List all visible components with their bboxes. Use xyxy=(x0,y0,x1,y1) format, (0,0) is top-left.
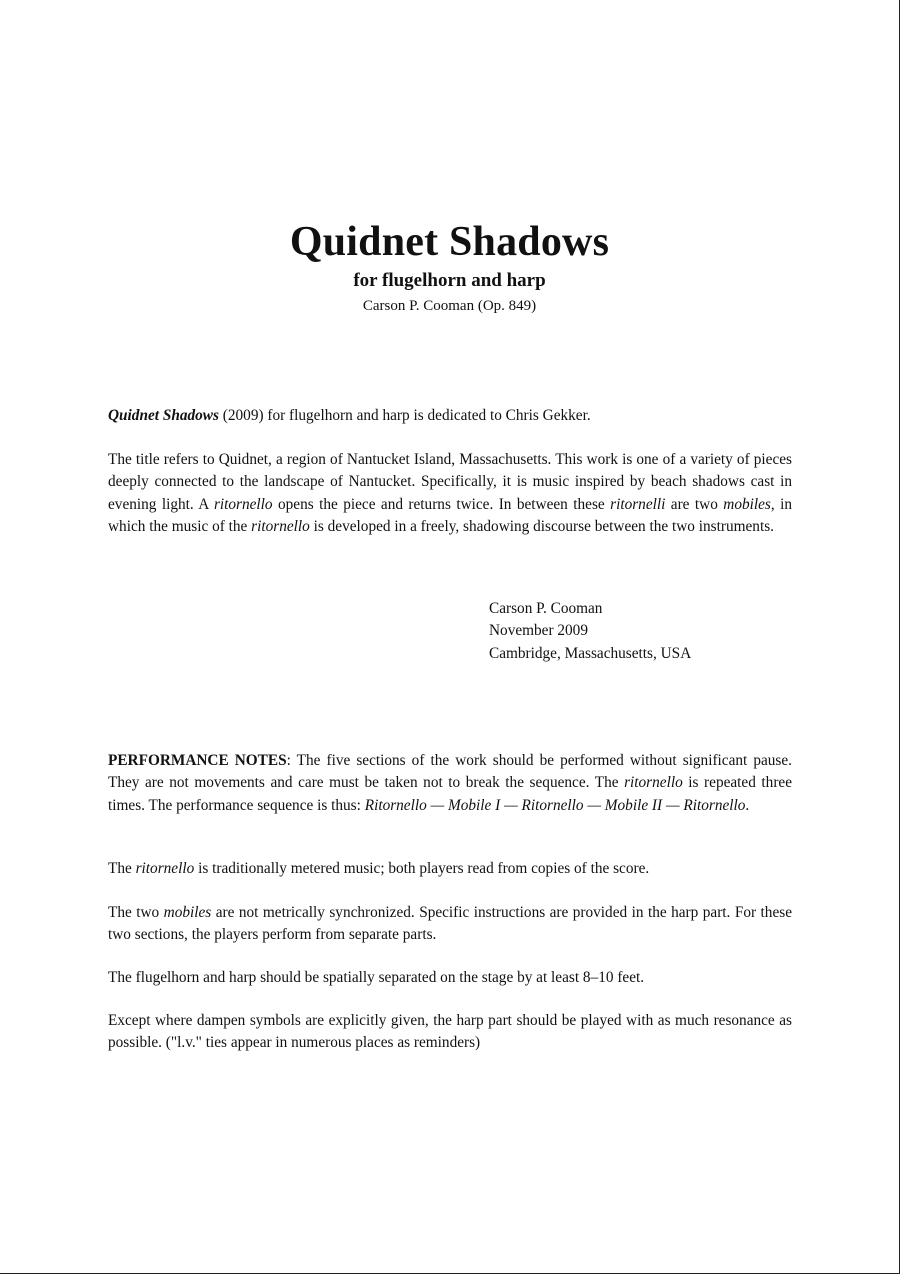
mobiles-term: mobiles xyxy=(723,495,771,513)
performance-sequence: Ritornello — Mobile I — Ritornello — Mobile II — Ritornello xyxy=(364,796,746,814)
ritornello-note xyxy=(108,858,792,880)
composer-line: Carson P. Cooman (Op. 849) xyxy=(362,298,537,314)
ritornello-term: ritornello xyxy=(213,495,273,513)
note-3-text-b: are not metrically synchronized. Specific instructions are provided in the harp part. For these two sections, the players perform from separate parts. xyxy=(108,904,792,944)
description-text-2: opens the piece and returns twice. In between these xyxy=(272,495,611,513)
note-3-text-a: The two xyxy=(108,904,164,921)
description-text-5: is developed in a freely, shadowing discourse between the two instruments. xyxy=(309,518,774,536)
notes-text-2: is repeated three times. The performance sequence is thus: xyxy=(108,774,793,814)
ritornello-term: ritornello xyxy=(624,774,683,792)
description-text-3: are two xyxy=(665,495,724,513)
page-title: Quidnet Shadows xyxy=(289,219,610,265)
spacing-note: The flugelhorn and harp should be spatially separated on the stage by at least 8–10 feet. xyxy=(108,969,645,986)
resonance-note: Except where dampen symbols are explicitly given, the harp part should be played with as much resonance as possible. ("l.v." ties appear in numerous places as reminders) xyxy=(108,1012,792,1052)
notes-text-3: . xyxy=(745,796,750,814)
mobiles-note xyxy=(108,902,792,947)
ritornello-term: ritornello xyxy=(251,518,310,536)
dedication-work-title: Quidnet Shadows xyxy=(108,407,219,424)
page-subtitle: for flugelhorn and harp xyxy=(353,270,546,291)
signature-name: Carson P. Cooman xyxy=(489,600,603,617)
performance-notes-paragraph xyxy=(108,750,792,817)
note-2-text-a: The xyxy=(108,860,136,877)
performance-notes-label: PERFORMANCE NOTES xyxy=(108,752,287,769)
notes-text-1: : The five sections of the work should be performed without significant pause. They are not movements and care must be taken not to break the sequence. The xyxy=(108,752,792,792)
mobiles-term: mobiles xyxy=(163,904,212,921)
signature-place: Cambridge, Massachusetts, USA xyxy=(489,645,692,662)
description-paragraph xyxy=(108,449,792,539)
description-text-4: , in which the music of the xyxy=(108,495,793,536)
note-2-text-b: is traditionally metered music; both players read from copies of the score. xyxy=(194,860,650,877)
signature-date: November 2009 xyxy=(489,622,588,639)
description-text-1: The title refers to Quidnet, a region of Nantucket Island, Massachusetts. This work is one of a variety of pieces deeply connected to the landscape of Nantucket. Specifically, it is music inspired by beach shadows cast in evening light. A xyxy=(108,451,792,513)
ritornelli-term: ritornelli xyxy=(610,495,666,513)
dedication-text: (2009) for flugelhorn and harp is dedicated to Chris Gekker. xyxy=(218,407,591,424)
dedication-paragraph xyxy=(108,405,792,427)
ritornello-term: ritornello xyxy=(135,860,195,877)
